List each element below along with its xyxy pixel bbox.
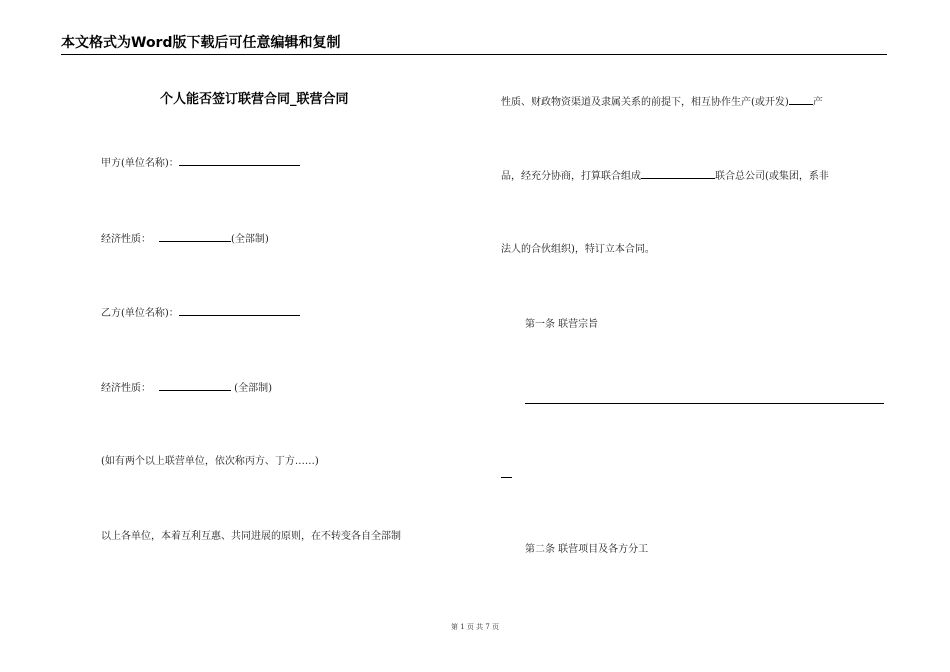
party-b-name-blank xyxy=(179,305,300,316)
party-a-label: 甲方(单位名称)： xyxy=(101,158,179,169)
article-1-rule-continuation xyxy=(501,477,512,478)
nature-1-blank xyxy=(159,231,231,242)
nature-2-label: 经济性质： xyxy=(101,383,151,394)
nature-1-suffix: (全部制) xyxy=(231,234,269,245)
header-text: 本文格式为Word版下载后可任意编辑和复制 xyxy=(61,35,341,51)
preamble-line-3-end: 联合总公司(或集团，系非 xyxy=(715,171,829,182)
article-2-heading: 第二条 联营项目及各方分工 xyxy=(525,544,649,555)
nature-2-line xyxy=(101,380,272,396)
preamble-line-4: 法人的合伙组织)，特订立本合同。 xyxy=(501,244,655,255)
preamble-line-2 xyxy=(501,94,823,110)
preamble-line-1: 以上各单位，本着互利互惠、共同进展的原则，在不转变各自全部制 xyxy=(101,531,401,542)
preamble-line-3 xyxy=(501,168,829,184)
party-b-line xyxy=(101,305,300,321)
nature-2-suffix: (全部制) xyxy=(231,383,272,394)
nature-1-line xyxy=(101,231,269,247)
document-title: 个人能否签订联营合同_联营合同 xyxy=(160,92,349,107)
preamble-line-2-text: 性质、财政物资渠道及隶属关系的前提下，相互协作生产(或开发) xyxy=(501,97,789,108)
party-a-line xyxy=(101,155,300,171)
article-1-content-rule xyxy=(525,403,884,404)
party-b-label: 乙方(单位名称)： xyxy=(101,308,179,319)
preamble-line-3-text: 品，经充分协商，打算联合组成 xyxy=(501,171,641,182)
page-header xyxy=(61,34,887,55)
nature-2-blank xyxy=(159,380,231,391)
company-name-blank xyxy=(641,168,715,179)
preamble-line-2-end: 产 xyxy=(812,97,823,108)
party-a-name-blank xyxy=(179,155,300,166)
nature-1-label: 经济性质： xyxy=(101,234,151,245)
article-1-heading: 第一条 联营宗旨 xyxy=(525,319,599,330)
product-blank xyxy=(789,94,813,105)
page-indicator: 第 1 页 共 7 页 xyxy=(450,623,500,631)
additional-parties-note: (如有两个以上联营单位，依次称丙方、丁方……) xyxy=(101,456,319,467)
